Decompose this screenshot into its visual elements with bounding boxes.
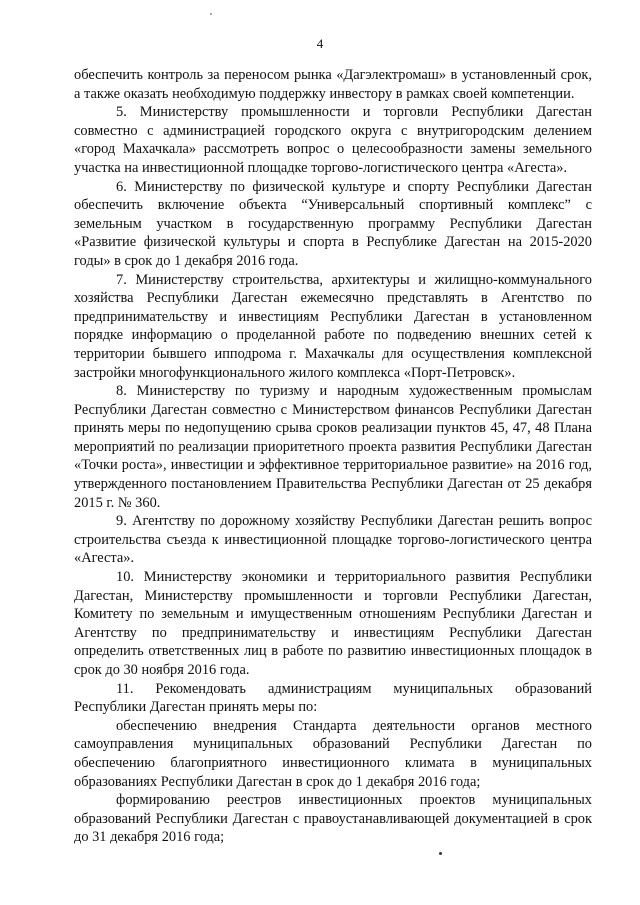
document-body (74, 66, 592, 847)
paragraph-item-10: 10. Министерству экономики и территориального развития Республики Дагестан, Министерству промышленности и торговли Республики Дагестан, Комитету по земельным и имущественным отношениям Республики Дагестан и Агентству по предпринимательству и инвестициям Республики Дагестан определить ответственных лиц в работе по развитию инвестиционных площадок в срок до 30 ноября 2016 года. (74, 569, 592, 678)
scan-speck (439, 852, 442, 855)
page-number: 4 (316, 36, 324, 51)
paragraph-item-5: 5. Министерству промышленности и торговли Республики Дагестан совместно с администрацией городского округа с внутригородским делением «город Махачкала» рассмотреть вопрос о целесообразности замены земельного участка на инвестиционной площадке торгово-логистического центра «Агеста». (74, 104, 592, 176)
paragraph-item-11: 11. Рекомендовать администрациям муниципальных образований Республики Дагестан принять меры по: (74, 680, 592, 716)
paragraph-item-6: 6. Министерству по физической культуре и спорту Республики Дагестан обеспечить включение объекта “Универсальный спортивный комплекс” с земельным участком в государственную программу Республики Дагестан «Развитие физической культуры и спорта в Республике Дагестан на 2015-2020 годы» в срок до 1 декабря 2016 года. (74, 178, 592, 269)
paragraph-item-7: 7. Министерству строительства, архитектуры и жилищно-коммунального хозяйства Республики Дагестан ежемесячно представлять в Агентство по предпринимательству и инвестициям Республики Дагестан в установленном порядке информацию о проделанной работе по подведению внешних сетей к территории бывшего ипподрома г. Махачкалы для осуществления комплексной застройки многофункционального жилого комплекса «Порт-Петровск». (74, 271, 592, 381)
paragraph-item-8: 8. Министерству по туризму и народным художественным промыслам Республики Дагестан совместно с Министерством финансов Республики Дагестан принять меры по недопущению срыва сроков реализации пунктов 45, 47, 48 Плана мероприятий по реализации приоритетного проекта развития Республики Дагестан «Точки роста», инвестиции и эффективное территориальное развитие» на 2016 год, утвержденного постановлением Правительства Республики Дагестан от 25 декабря 2015 г. № 360. (74, 383, 592, 511)
paragraph-item-9: 9. Агентству по дорожному хозяйству Республики Дагестан решить вопрос строительства съезда к инвестиционной площадке торгово-логистического центра «Агеста». (74, 513, 592, 567)
paragraph-item-4-continuation: обеспечить контроль за переносом рынка «Дагэлектромаш» в установленный срок, а также оказать необходимую поддержку инвестору в рамках своей компетенции. (74, 67, 592, 102)
paragraph-item-11-sub-standard: обеспечению внедрения Стандарта деятельности органов местного самоуправления муниципальных образований Республики Дагестан по обеспечению благоприятного инвестиционного климата в муниципальных образованиях Республики Дагестан в срок до 1 декабря 2016 года; (74, 717, 592, 790)
paragraph-item-11-sub-registry: формированию реестров инвестиционных проектов муниципальных образований Республики Дагестан с правоустанавливающей документацией в срок до 31 декабря 2016 года; (74, 792, 592, 846)
scan-speck (210, 13, 212, 15)
